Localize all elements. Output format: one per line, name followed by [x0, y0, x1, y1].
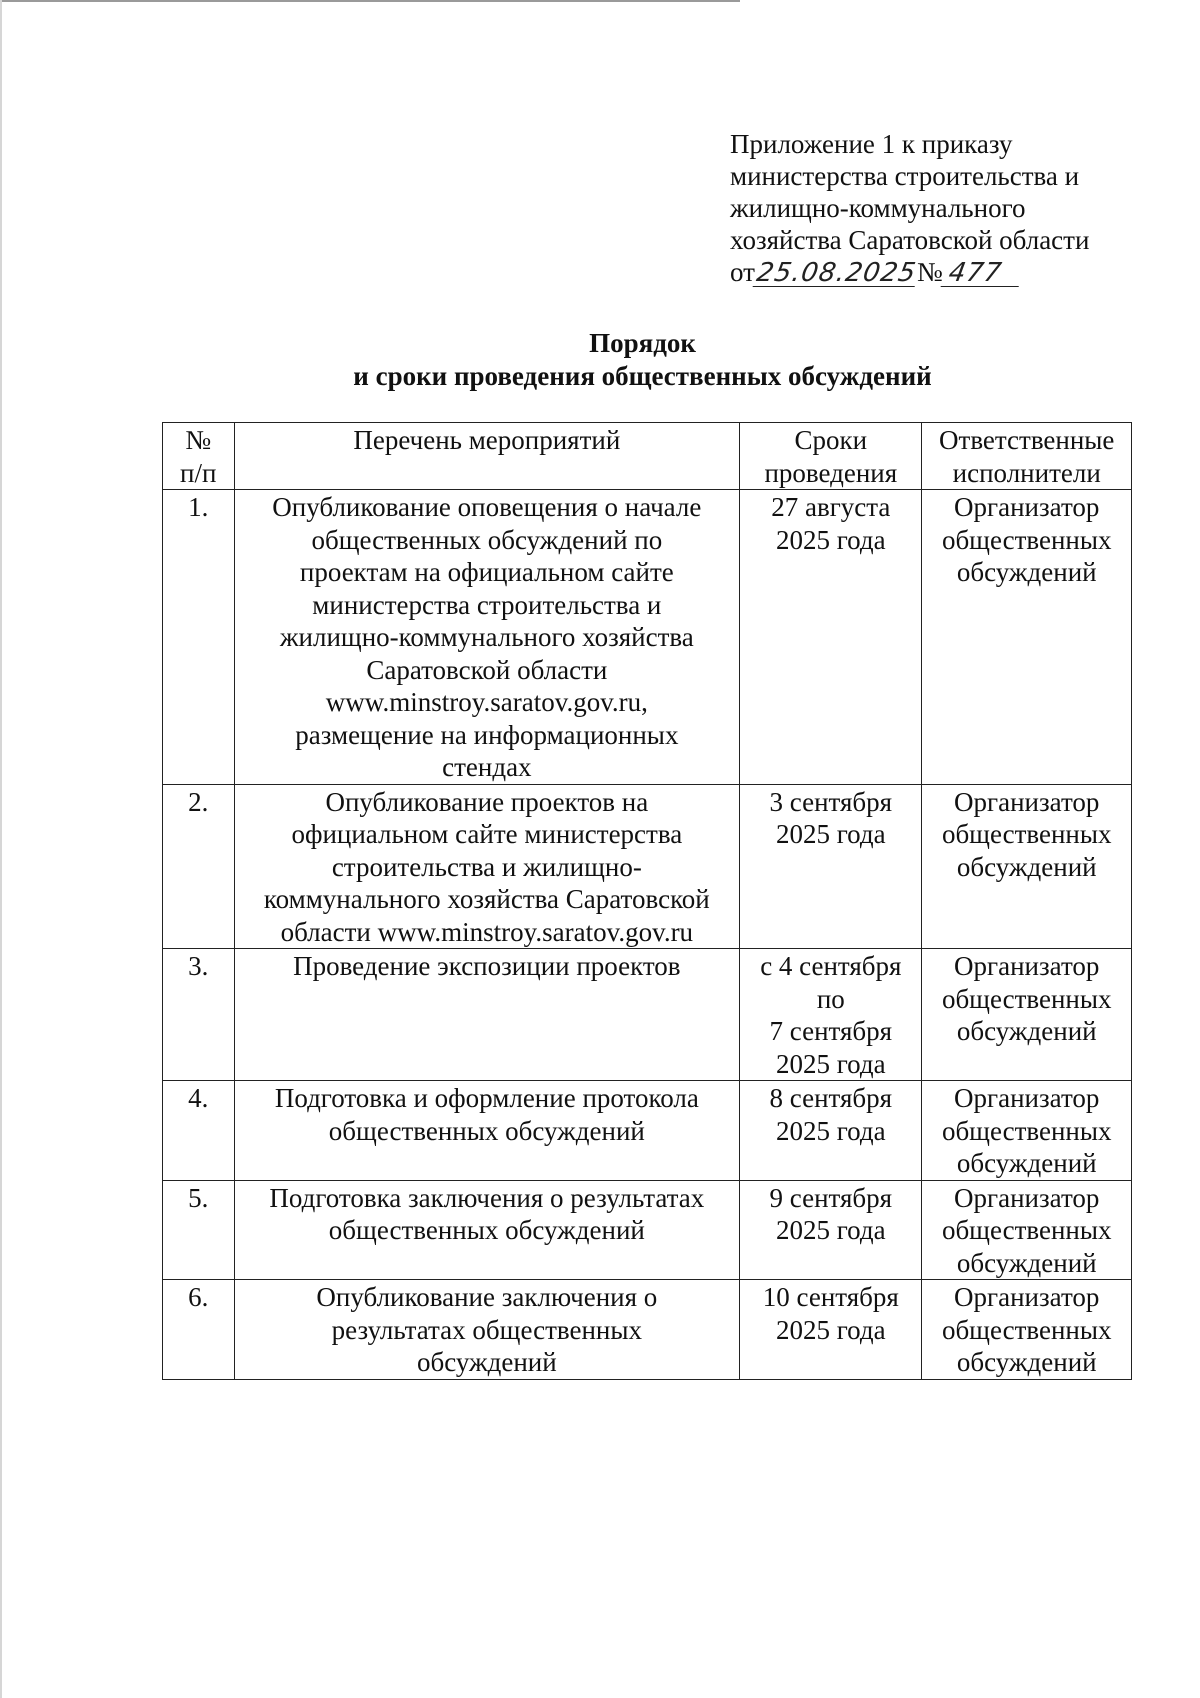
- cell-term-line: 27 августа: [771, 492, 891, 522]
- cell-activity-line: Опубликование проектов на: [325, 786, 649, 817]
- table-row: [163, 949, 1132, 1081]
- cell-activity-line: Подготовка заключения о результатах: [269, 1182, 705, 1213]
- handwritten-order-date: 25.08.2025: [754, 258, 919, 288]
- cell-activity-line: жилищно-коммунального хозяйства: [279, 622, 694, 652]
- cell-responsible-line: Организатор: [954, 1083, 1100, 1113]
- cell-activity-line: Проведение экспозиции проектов: [293, 951, 681, 981]
- cell-term: [740, 784, 922, 949]
- cell-responsible-line: обсуждений: [956, 557, 1097, 587]
- cell-num-text: 2.: [188, 786, 209, 817]
- cell-activity: [234, 1280, 740, 1380]
- cell-term-line: 9 сентября: [769, 1182, 893, 1213]
- header-num-line: п/п: [180, 457, 217, 488]
- cell-activity: [234, 1081, 740, 1181]
- header-term-line: Сроки: [794, 425, 868, 455]
- header-activity: [234, 423, 740, 490]
- table-row: [163, 1081, 1132, 1181]
- cell-responsible-line: Организатор: [954, 786, 1100, 817]
- header-num-line: №: [185, 425, 212, 455]
- scan-edge-top: [0, 0, 740, 2]
- cell-term: [740, 1180, 922, 1280]
- cell-num: [163, 784, 235, 949]
- approval-block: [730, 128, 1150, 288]
- cell-activity-line: Саратовской области: [366, 654, 608, 685]
- cell-activity-line: Подготовка и оформление протокола: [274, 1083, 699, 1113]
- cell-term-line: 2025 года: [776, 819, 886, 849]
- cell-activity-line: области www.minstroy.saratov.gov.ru: [280, 916, 694, 947]
- cell-term-line: 3 сентября: [769, 786, 893, 817]
- cell-responsible-line: Организатор: [954, 1182, 1100, 1213]
- cell-responsible-line: общественных: [941, 1115, 1112, 1146]
- cell-responsible-line: обсуждений: [956, 1347, 1097, 1377]
- cell-term-line: 7 сентября: [769, 1016, 893, 1046]
- cell-activity-line: общественных обсуждений: [328, 1215, 645, 1245]
- table-row: [163, 1280, 1132, 1380]
- cell-activity-line: коммунального хозяйства Саратовской: [263, 884, 710, 914]
- cell-responsible: [922, 490, 1132, 785]
- cell-responsible-line: общественных: [941, 524, 1112, 555]
- cell-term-line: по: [816, 983, 845, 1014]
- table-row: [163, 1180, 1132, 1280]
- header-num: [163, 423, 235, 490]
- cell-responsible-line: Организатор: [954, 951, 1100, 981]
- cell-term-line: 2025 года: [776, 1215, 886, 1245]
- cell-activity-line: строительства и жилищно-: [331, 851, 642, 882]
- cell-activity-line: результатах общественных: [331, 1314, 642, 1345]
- header-term-line: проведения: [764, 457, 898, 488]
- table-row: [163, 784, 1132, 949]
- cell-num-text: 5.: [188, 1182, 209, 1213]
- cell-num: [163, 1081, 235, 1181]
- cell-responsible-line: обсуждений: [956, 1148, 1097, 1178]
- cell-activity-line: официальном сайте министерства: [291, 819, 683, 849]
- scan-edge-left: [0, 0, 2, 1698]
- cell-activity-line: общественных обсуждений по: [311, 524, 663, 555]
- approval-line-1: Приложение 1 к приказу: [730, 129, 1013, 159]
- cell-term: [740, 490, 922, 785]
- cell-activity: [234, 490, 740, 785]
- header-activity-line: Перечень мероприятий: [353, 425, 621, 455]
- cell-term-line: 2025 года: [776, 1314, 886, 1345]
- cell-num-text: 6.: [188, 1282, 209, 1312]
- cell-responsible: [922, 1280, 1132, 1380]
- from-prefix: от: [730, 257, 755, 287]
- cell-term: [740, 949, 922, 1081]
- cell-num: [163, 1280, 235, 1380]
- cell-term-line: 8 сентября: [769, 1083, 893, 1113]
- cell-responsible-line: обсуждений: [956, 1016, 1097, 1046]
- handwritten-order-number: 477: [940, 260, 1023, 287]
- header-responsible: [922, 423, 1132, 490]
- cell-activity: [234, 784, 740, 949]
- cell-term-line: 2025 года: [776, 1115, 886, 1146]
- cell-activity-line: Опубликование заключения о: [316, 1282, 658, 1312]
- cell-term-line: 2025 года: [776, 1048, 886, 1079]
- approval-line-4: хозяйства Саратовской области: [730, 225, 1090, 255]
- cell-num: [163, 949, 235, 1081]
- cell-term: [740, 1081, 922, 1181]
- table-row: [163, 490, 1132, 785]
- cell-responsible-line: общественных: [941, 983, 1112, 1014]
- cell-term-line: 10 сентября: [762, 1282, 899, 1312]
- cell-activity-line: www.minstroy.saratov.gov.ru,: [325, 687, 648, 717]
- approval-line-2: министерства строительства и: [730, 161, 1080, 191]
- cell-activity: [234, 949, 740, 1081]
- cell-responsible-line: общественных: [941, 1215, 1112, 1245]
- number-label: №: [916, 257, 943, 287]
- schedule-table: [162, 422, 1132, 1380]
- cell-activity-line: Опубликование оповещения о начале: [272, 492, 702, 522]
- cell-responsible: [922, 1180, 1132, 1280]
- cell-activity-line: министерства строительства и: [312, 589, 662, 620]
- cell-term-line: 2025 года: [776, 524, 886, 555]
- cell-term: [740, 1280, 922, 1380]
- title-line-1: Порядок: [589, 328, 696, 358]
- cell-activity-line: проектам на официальном сайте: [299, 557, 674, 587]
- cell-num-text: 4.: [188, 1083, 209, 1113]
- cell-num-text: 3.: [188, 951, 209, 981]
- table-body: [163, 490, 1132, 1380]
- approval-line-3: жилищно-коммунального: [730, 193, 1026, 223]
- cell-responsible-line: общественных: [941, 819, 1112, 849]
- cell-responsible-line: Организатор: [954, 492, 1100, 522]
- header-responsible-line: исполнители: [952, 457, 1101, 488]
- cell-activity-line: стендах: [442, 752, 532, 782]
- cell-responsible: [922, 949, 1132, 1081]
- cell-responsible-line: общественных: [941, 1314, 1112, 1345]
- cell-activity-line: общественных обсуждений: [328, 1115, 645, 1146]
- cell-num-text: 1.: [188, 492, 209, 522]
- cell-term-line: с 4 сентября: [760, 951, 902, 981]
- cell-responsible: [922, 784, 1132, 949]
- cell-activity: [234, 1180, 740, 1280]
- cell-responsible: [922, 1081, 1132, 1181]
- cell-responsible-line: обсуждений: [956, 851, 1097, 882]
- cell-num: [163, 1180, 235, 1280]
- document-title: [0, 327, 1200, 393]
- cell-responsible-line: обсуждений: [956, 1247, 1097, 1278]
- header-term: [740, 423, 922, 490]
- cell-num: [163, 490, 235, 785]
- header-responsible-line: Ответственные: [939, 425, 1115, 455]
- table-header-row: [163, 423, 1132, 490]
- cell-responsible-line: Организатор: [954, 1282, 1100, 1312]
- order-date-number-line: [730, 256, 1150, 288]
- cell-activity-line: обсуждений: [416, 1347, 557, 1377]
- title-line-2: и сроки проведения общественных обсуждений: [353, 361, 932, 391]
- cell-activity-line: размещение на информационных: [295, 719, 679, 750]
